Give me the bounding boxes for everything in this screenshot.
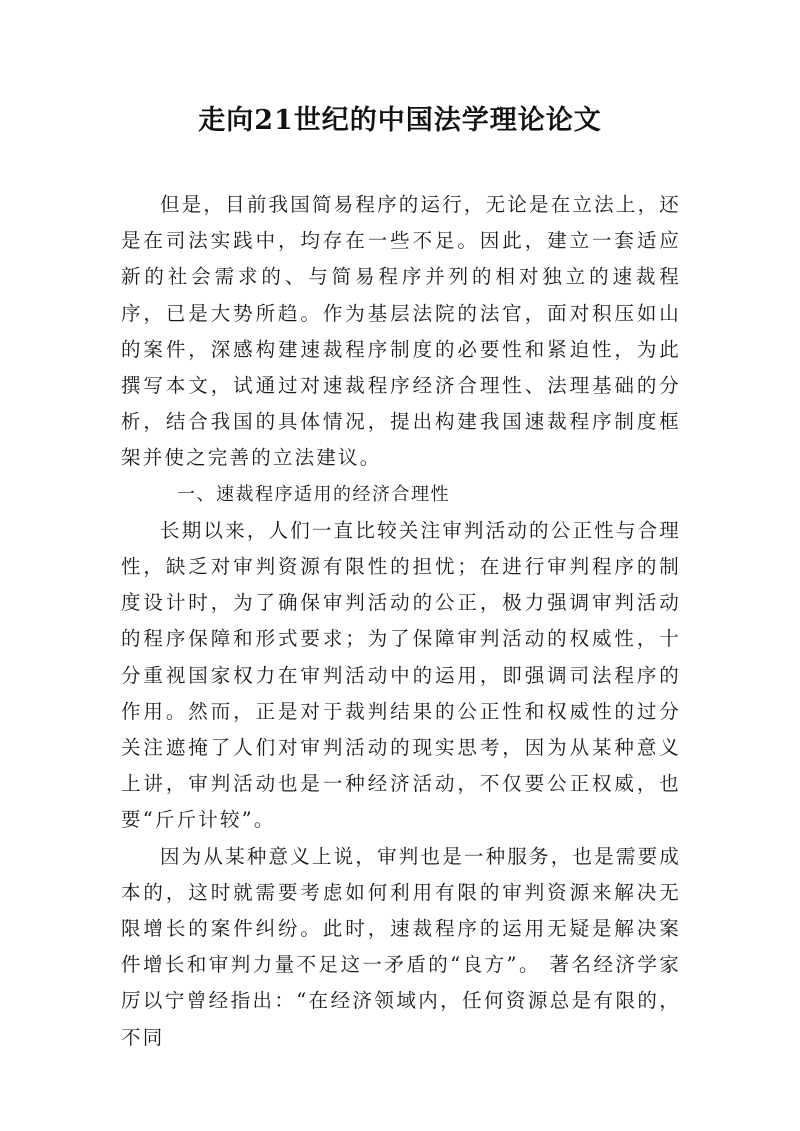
paragraph-economic-rationale: 长期以来，人们一直比较关注审判活动的公正性与合理性，缺乏对审判资源有限性的担忧；在进行审判程序的制度设计时，为了确保审判活动的公正，极力强调审判活动的程序保障和形式要求；为了保障审判活动的权威性，十分重视国家权力在审判活动中的运用，即强调司法程序的作用。然而，正是对于裁判结果的公正性和权威性的过分关注遮掩了人们对审判活动的现实思考，因为从某种意义上讲，审判活动也是一种经济活动，不仅要公正权威，也要“斤斤计较”。 bbox=[121, 518, 681, 832]
document-body bbox=[121, 187, 681, 1056]
section-heading: 一、速裁程序适用的经济合理性 bbox=[177, 483, 450, 505]
paragraph-intro: 但是，目前我国简易程序的运行，无论是在立法上，还是在司法实践中，均存在一些不足。因此，建立一套适应新的社会需求的、与简易程序并列的相对独立的速裁程序，已是大势所趋。作为基层法院的法官，面对积压如山的案件，深感构建速裁程序制度的必要性和紧迫性，为此撰写本文，试通过对速裁程序经济合理性、法理基础的分析，结合我国的具体情况，提出构建我国速裁程序制度框架并使之完善的立法建议。 bbox=[121, 193, 681, 470]
page-title: 走向21世纪的中国法学理论论文 bbox=[198, 105, 602, 136]
paragraph-trial-as-service: 因为从某种意义上说，审判也是一种服务，也是需要成本的，这时就需要考虑如何利用有限的审判资源来解决无限增长的案件纠纷。此时，速裁程序的运用无疑是解决案件增长和审判力量不足这一矛盾的“良方”。 著名经济学家厉以宁曾经指出：“在经济领域内，任何资源总是有限的，不同 bbox=[121, 844, 681, 1049]
